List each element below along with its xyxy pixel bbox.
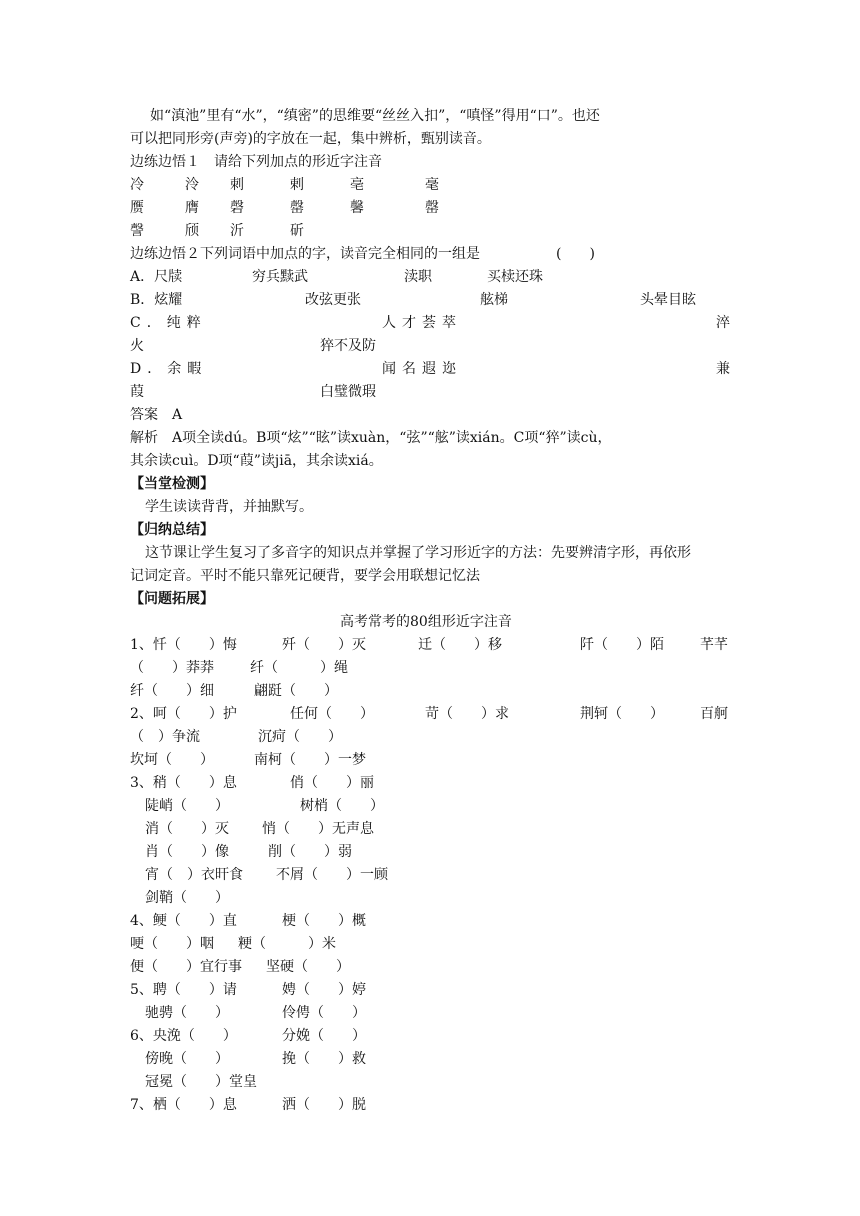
intro-line-1: 如“滇池”里有“水”，“缜密”的思维要“丝丝入扣”，“嗔怪”得用“口”。也还 (150, 108, 600, 124)
option-word: 舷梯 (480, 292, 508, 308)
intro-line-2: 可以把同形旁(声旁)的字放在一起，集中辨析，甄别读音。 (130, 131, 491, 147)
option-word: 渎职 (404, 269, 432, 285)
group-item: 冠冕（ ）堂皇 (145, 1074, 257, 1090)
section-heading-check: 【当堂检测】 (130, 476, 214, 492)
group-item: 驰骋（ ） (145, 1005, 229, 1021)
option-word: 火 (130, 338, 144, 354)
group-item: 树梢（ ） (300, 798, 384, 814)
group-item: 纤（ ）绳 (250, 660, 348, 676)
group-item: 芊芊 (700, 637, 728, 653)
group-item: 分娩（ ） (282, 1028, 366, 1044)
option-label: A．尺牍 (130, 269, 183, 285)
exercise1-char: 泠 (185, 177, 199, 193)
exercise1-char: 斫 (290, 223, 304, 239)
option-word: 淬 (716, 315, 730, 331)
group-item: 哽（ ）咽 (130, 936, 214, 952)
group-item: 荆轲（ ） (580, 706, 664, 722)
group-item: 2、呵（ ）护 (130, 706, 237, 722)
group-item: 迁（ ）移 (418, 637, 502, 653)
group-item: 便（ ）宜行事 (130, 959, 242, 975)
group-item: 削（ ）弱 (268, 844, 352, 860)
summary-line-2: 记词定音。平时不能只靠死记硬背，要学会用联想记忆法 (130, 568, 480, 584)
exercise1-char: 亳 (350, 177, 364, 193)
option-word: 兼 (716, 361, 730, 377)
group-item: 肖（ ）像 (145, 844, 229, 860)
section-heading-extension: 【问题拓展】 (130, 591, 214, 607)
analysis-line-2: 其余读cuì。D项“葭”读jiā，其余读xiá。 (130, 453, 383, 469)
group-item: 6、央浼（ ） (130, 1028, 237, 1044)
answer-paren: ( ) (556, 246, 595, 262)
group-item: 悄（ ）无声息 (262, 821, 374, 837)
exercise1-char: 赝 (130, 200, 144, 216)
exercise1-char: 膺 (185, 200, 199, 216)
exercise1-char: 冷 (130, 177, 144, 193)
group-item: 南柯（ ）一梦 (254, 752, 366, 768)
exercise1-char: 罄 (425, 200, 439, 216)
group-item: 任何（ ） (290, 706, 374, 722)
group-item: 娉（ ）婷 (282, 982, 366, 998)
option-word: 葭 (130, 384, 144, 400)
analysis-line-1: 解析 A项全读dú。B项“炫”“眩”读xuàn，“弦”“舷”读xián。C项“猝”读cù， (130, 430, 612, 446)
group-item: 宵（ ）衣旰食 (145, 867, 243, 883)
option-label: D．余暇 (130, 361, 208, 377)
group-item: 粳（ ）米 (238, 936, 336, 952)
group-item: 4、鲠（ ）直 (130, 913, 237, 929)
group-item: 陡峭（ ） (145, 798, 229, 814)
exercise1-char: 毫 (425, 177, 439, 193)
group-item: （ ）莽莽 (130, 660, 214, 676)
exercise1-char: 罄 (290, 200, 304, 216)
group-item: 剑鞘（ ） (145, 890, 229, 906)
group-item: 7、栖（ ）息 (130, 1097, 237, 1113)
group-item: 沉疴（ ） (258, 729, 342, 745)
group-item: 坚硬（ ） (266, 959, 350, 975)
group-item: 5、聘（ ）请 (130, 982, 237, 998)
group-item: 洒（ ）脱 (282, 1097, 366, 1113)
group-item: 梗（ ）概 (282, 913, 366, 929)
group-item: 苛（ ）求 (425, 706, 509, 722)
option-word: 闻名遐迩 (382, 361, 462, 377)
option-word: 白璧微瑕 (320, 384, 376, 400)
group-item: 坎坷（ ） (130, 752, 214, 768)
group-item: 傍晚（ ） (145, 1051, 229, 1067)
summary-line-1: 这节课让学生复习了多音字的知识点并掌握了学习形近字的方法：先要辨清字形，再依形 (145, 545, 691, 561)
group-item: 3、稍（ ）息 (130, 775, 237, 791)
group-item: 伶俜（ ） (282, 1005, 366, 1021)
option-word: 穷兵黩武 (252, 269, 308, 285)
option-label: C．纯粹 (130, 315, 207, 331)
option-word: 改弦更张 (305, 292, 361, 308)
group-item: （ ）争流 (130, 729, 200, 745)
option-word: 买椟还珠 (487, 269, 543, 285)
exercise1-char: 沂 (230, 223, 244, 239)
option-word: 猝不及防 (320, 338, 376, 354)
exercise1-char: 刺 (230, 177, 244, 193)
section-check-body: 学生读读背背，并抽默写。 (145, 499, 313, 515)
group-item: 挽（ ）救 (282, 1051, 366, 1067)
group-item: 消（ ）灭 (145, 821, 229, 837)
exercise1-title: 边练边悟１ 请给下列加点的形近字注音 (130, 154, 382, 170)
extension-subtitle: 高考常考的80组形近字注音 (340, 614, 512, 630)
group-item: 不屑（ ）一顾 (276, 867, 388, 883)
answer-line: 答案 A (130, 407, 183, 423)
option-word: 人才荟萃 (382, 315, 462, 331)
exercise1-char: 謦 (130, 223, 144, 239)
group-item: 翩跹（ ） (254, 683, 338, 699)
option-word: 头晕目眩 (640, 292, 696, 308)
exercise2-title: 边练边悟２下列词语中加点的字，读音完全相同的一组是 (130, 246, 480, 262)
group-item: 俏（ ）丽 (290, 775, 374, 791)
section-heading-summary: 【归纳总结】 (130, 522, 214, 538)
group-item: 纤（ ）细 (130, 683, 214, 699)
exercise1-char: 馨 (350, 200, 364, 216)
option-label: B．炫耀 (130, 292, 183, 308)
group-item: 阡（ ）陌 (580, 637, 664, 653)
group-item: 百舸 (700, 706, 728, 722)
exercise1-char: 磬 (230, 200, 244, 216)
group-item: 1、忏（ ）悔 (130, 637, 237, 653)
exercise1-char: 剌 (290, 177, 304, 193)
group-item: 歼（ ）灭 (282, 637, 366, 653)
exercise1-char: 颀 (185, 223, 199, 239)
